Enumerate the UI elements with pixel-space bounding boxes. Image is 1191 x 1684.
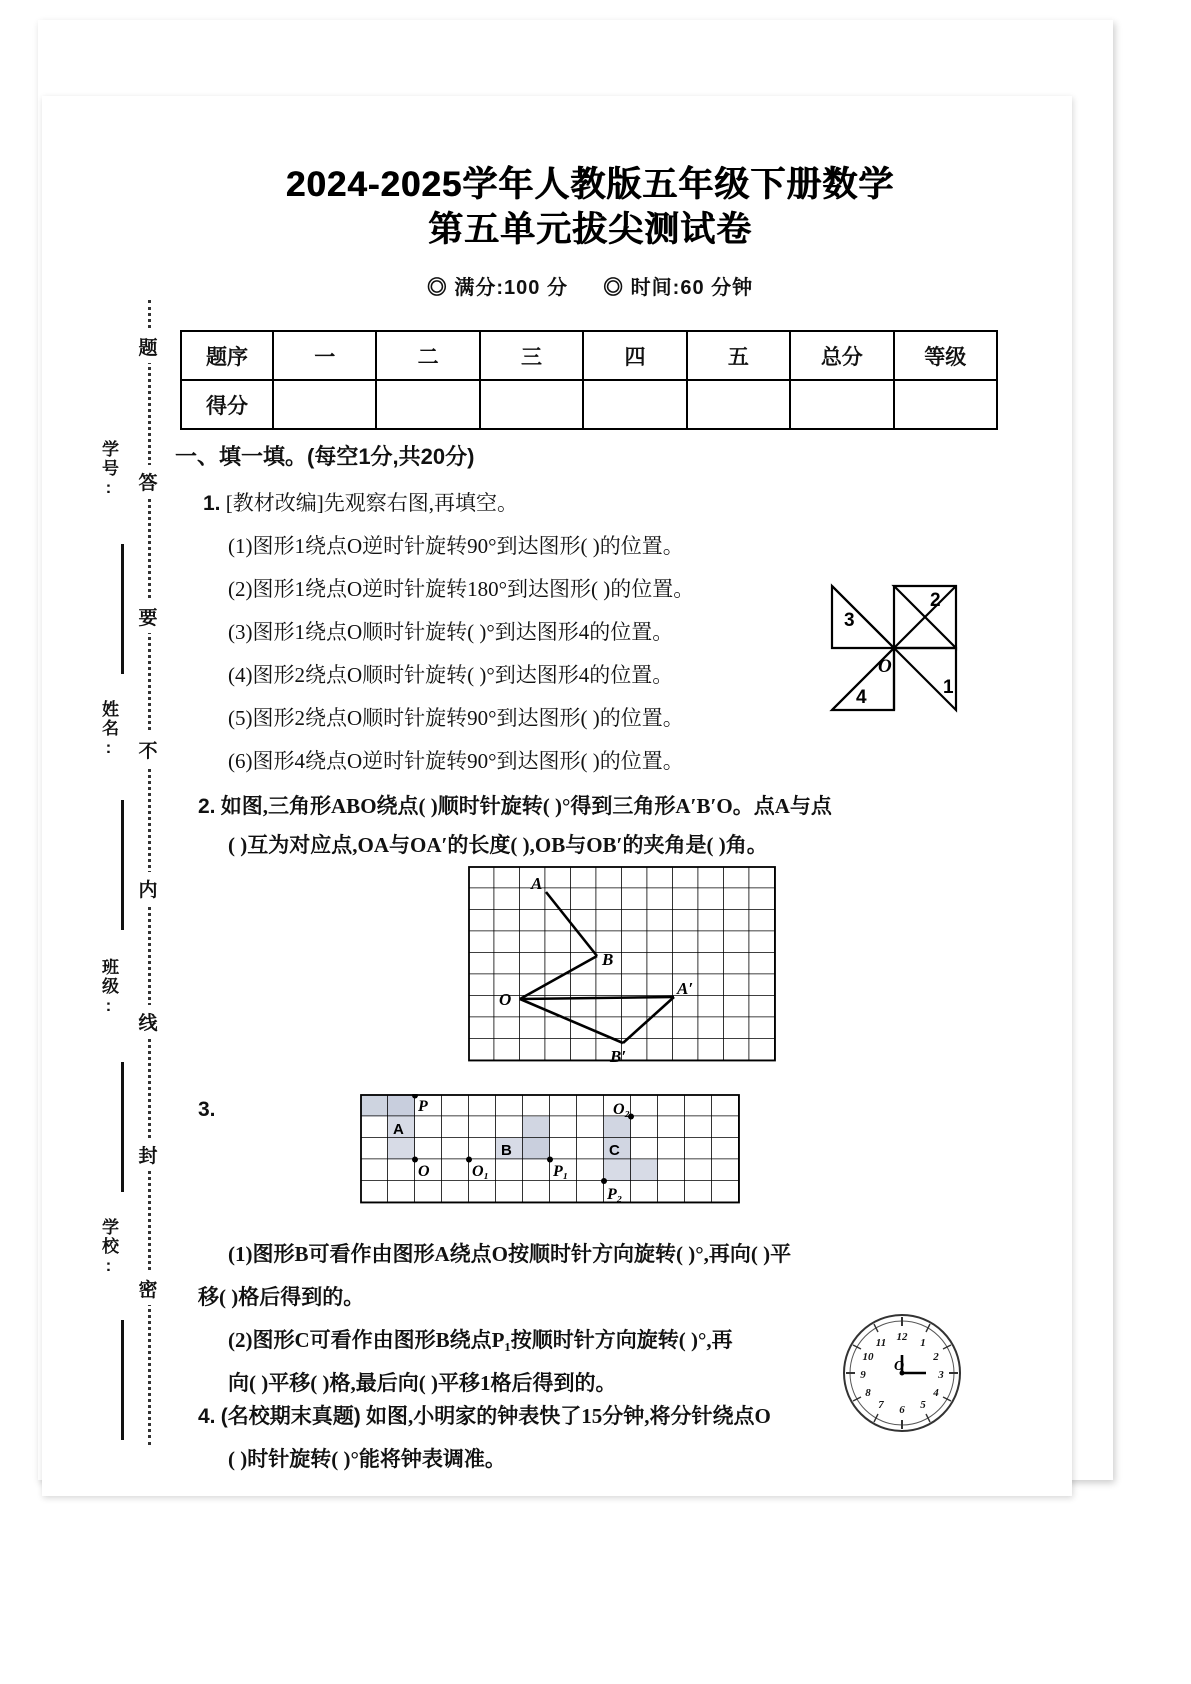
clock-num-5: 5 xyxy=(920,1399,926,1411)
question-2-number: 2. xyxy=(198,795,216,818)
pinwheel-figure xyxy=(812,548,992,723)
question-3-number-line xyxy=(198,1097,216,1122)
clock-num-2: 2 xyxy=(933,1351,939,1363)
question-4-line1 xyxy=(198,1400,771,1430)
margin-label-class: 班级: xyxy=(99,958,118,1017)
question-1-stem-text: [教材改编]先观察右图,再填空。 xyxy=(225,491,519,515)
q3-label-P2: P₂ xyxy=(607,1186,623,1203)
seal-char-7: 密 xyxy=(133,1272,163,1305)
seal-char-4: 内 xyxy=(133,872,163,905)
q3-point-P1 xyxy=(547,1157,553,1163)
seal-char-0: 题 xyxy=(133,330,163,363)
q2-label-O: O xyxy=(499,990,512,1009)
score-row-label: 得分 xyxy=(181,380,273,429)
q3-label-O1: O₁ xyxy=(472,1163,490,1180)
seal-char-2: 要 xyxy=(133,600,163,633)
question-4-line2: ( )时针旋转( )°能将钟表调准。 xyxy=(228,1447,506,1471)
question-1-item-6: (6)图形4绕点O逆时针旋转90°到达图形( )的位置。 xyxy=(228,749,684,773)
q3-point-P2 xyxy=(601,1178,607,1184)
full-score-label: ◎ 满分:100 分 xyxy=(426,276,568,299)
paper-title-line2: 第五单元拔尖测试卷 xyxy=(427,209,752,249)
question-1-item-5: (5)图形2绕点O顺时针旋转90°到达图形( )的位置。 xyxy=(228,706,684,730)
q2-label-A-prime: A′ xyxy=(677,979,694,998)
q2-grid-figure xyxy=(468,866,784,1071)
question-1-item-3: (3)图形1绕点O顺时针旋转( )°到达图形4的位置。 xyxy=(228,620,674,644)
question-1-item-2: (2)图形1绕点O逆时针旋转180°到达图形( )的位置。 xyxy=(228,577,695,601)
q3-label-B: B xyxy=(501,1142,512,1159)
clock-num-1: 1 xyxy=(920,1337,926,1349)
margin-rule-2 xyxy=(121,800,124,930)
q3-label-O: O xyxy=(418,1163,430,1180)
clock-num-4: 4 xyxy=(933,1387,939,1399)
q2-label-B-prime: B′ xyxy=(610,1047,627,1066)
clock-num-3: 3 xyxy=(938,1369,944,1381)
q2-label-A: A xyxy=(531,874,543,893)
margin-label-name: 姓名: xyxy=(99,700,118,759)
paper-subtitle xyxy=(180,271,1000,300)
q3-label-A: A xyxy=(393,1121,404,1138)
clock-figure xyxy=(832,1308,972,1443)
pinwheel-label-2: 2 xyxy=(930,590,941,611)
question-4-line1-text: 如图,小明家的钟表快了15分钟,将分针绕点O xyxy=(366,1404,771,1428)
paper-title-block xyxy=(180,163,1000,300)
paper-title-line1: 2024-2025学年人教版五年级下册数学 xyxy=(285,165,895,204)
score-cell-2[interactable] xyxy=(376,380,479,429)
score-header-4: 四 xyxy=(583,331,686,380)
question-4-number: 4. xyxy=(198,1405,216,1428)
clock-num-7: 7 xyxy=(878,1399,884,1411)
score-cell-5[interactable] xyxy=(687,380,790,429)
question-1-stem xyxy=(203,487,518,517)
score-table xyxy=(180,330,998,430)
q2-label-B: B xyxy=(602,950,614,969)
q3-grid-figure xyxy=(360,1094,750,1211)
seal-char-6: 封 xyxy=(133,1138,163,1171)
question-4-tag: (名校期末真题) xyxy=(220,1405,361,1428)
q3-label-O2: O₂ xyxy=(613,1101,631,1118)
q3-label-C: C xyxy=(609,1142,620,1159)
score-header-5: 五 xyxy=(687,331,790,380)
question-3-number: 3. xyxy=(198,1098,216,1121)
score-header-0: 题序 xyxy=(181,331,273,380)
question-1-item-1: (1)图形1绕点O逆时针旋转90°到达图形( )的位置。 xyxy=(228,534,684,558)
question-2-line1-text: 如图,三角形ABO绕点( )顺时针旋转( )°得到三角形A′B′O。点A与点 xyxy=(220,794,832,818)
question-3-item-1a: (1)图形B可看作由图形A绕点O按顺时针方向旋转( )°,再向( )平 xyxy=(228,1242,792,1266)
clock-num-10: 10 xyxy=(862,1351,874,1363)
score-header-2: 二 xyxy=(376,331,479,380)
clock-num-11: 11 xyxy=(875,1337,887,1349)
score-cell-grade[interactable] xyxy=(894,380,997,429)
clock-num-12: 12 xyxy=(896,1331,908,1343)
pinwheel-label-3: 3 xyxy=(844,610,855,631)
question-3-item-2b: 向( )平移( )格,最后向( )平移1格后得到的。 xyxy=(228,1371,617,1395)
clock-num-6: 6 xyxy=(899,1404,905,1416)
score-cell-4[interactable] xyxy=(583,380,686,429)
q3-point-O xyxy=(412,1157,418,1163)
score-header-3: 三 xyxy=(480,331,583,380)
score-cell-1[interactable] xyxy=(273,380,376,429)
clock-num-9: 9 xyxy=(860,1369,866,1381)
score-header-6: 总分 xyxy=(790,331,893,380)
score-table-value-row xyxy=(181,380,997,429)
question-3-item-1b: 移( )格后得到的。 xyxy=(198,1285,365,1309)
seal-char-1: 答 xyxy=(133,465,163,498)
q3-label-P: P xyxy=(418,1098,428,1115)
question-2-line2: ( )互为对应点,OA与OA′的长度( ),OB与OB′的夹角是( )角。 xyxy=(228,833,768,857)
score-header-1: 一 xyxy=(273,331,376,380)
time-limit-label: ◎ 时间:60 分钟 xyxy=(603,276,754,299)
score-cell-total[interactable] xyxy=(790,380,893,429)
question-2-line1 xyxy=(198,790,832,820)
margin-rule-3 xyxy=(121,1062,124,1192)
q3-label-P1: P₁ xyxy=(553,1163,569,1180)
seal-char-3: 不 xyxy=(133,733,163,766)
margin-rule-1 xyxy=(121,544,124,674)
clock-center-label: O xyxy=(894,1359,905,1374)
margin-label-student-id: 学号: xyxy=(99,440,118,499)
margin-rule-4 xyxy=(121,1320,124,1440)
pinwheel-label-4: 4 xyxy=(856,687,867,708)
pinwheel-label-O: O xyxy=(878,656,892,677)
question-1-number: 1. xyxy=(203,492,221,515)
question-1-item-4: (4)图形2绕点O顺时针旋转( )°到达图形4的位置。 xyxy=(228,663,674,687)
score-cell-3[interactable] xyxy=(480,380,583,429)
score-table-header-row xyxy=(181,331,997,380)
seal-char-5: 线 xyxy=(133,1005,163,1038)
question-3-item-2a: (2)图形C可看作由图形B绕点P₁按顺时针方向旋转( )°,再 xyxy=(228,1328,733,1352)
pinwheel-label-1: 1 xyxy=(943,677,954,698)
q3-point-O1 xyxy=(466,1157,472,1163)
section-1-heading: 一、填一填。(每空1分,共20分) xyxy=(175,444,475,469)
clock-num-8: 8 xyxy=(865,1387,871,1399)
margin-label-school: 学校: xyxy=(99,1218,118,1277)
score-header-7: 等级 xyxy=(894,331,997,380)
